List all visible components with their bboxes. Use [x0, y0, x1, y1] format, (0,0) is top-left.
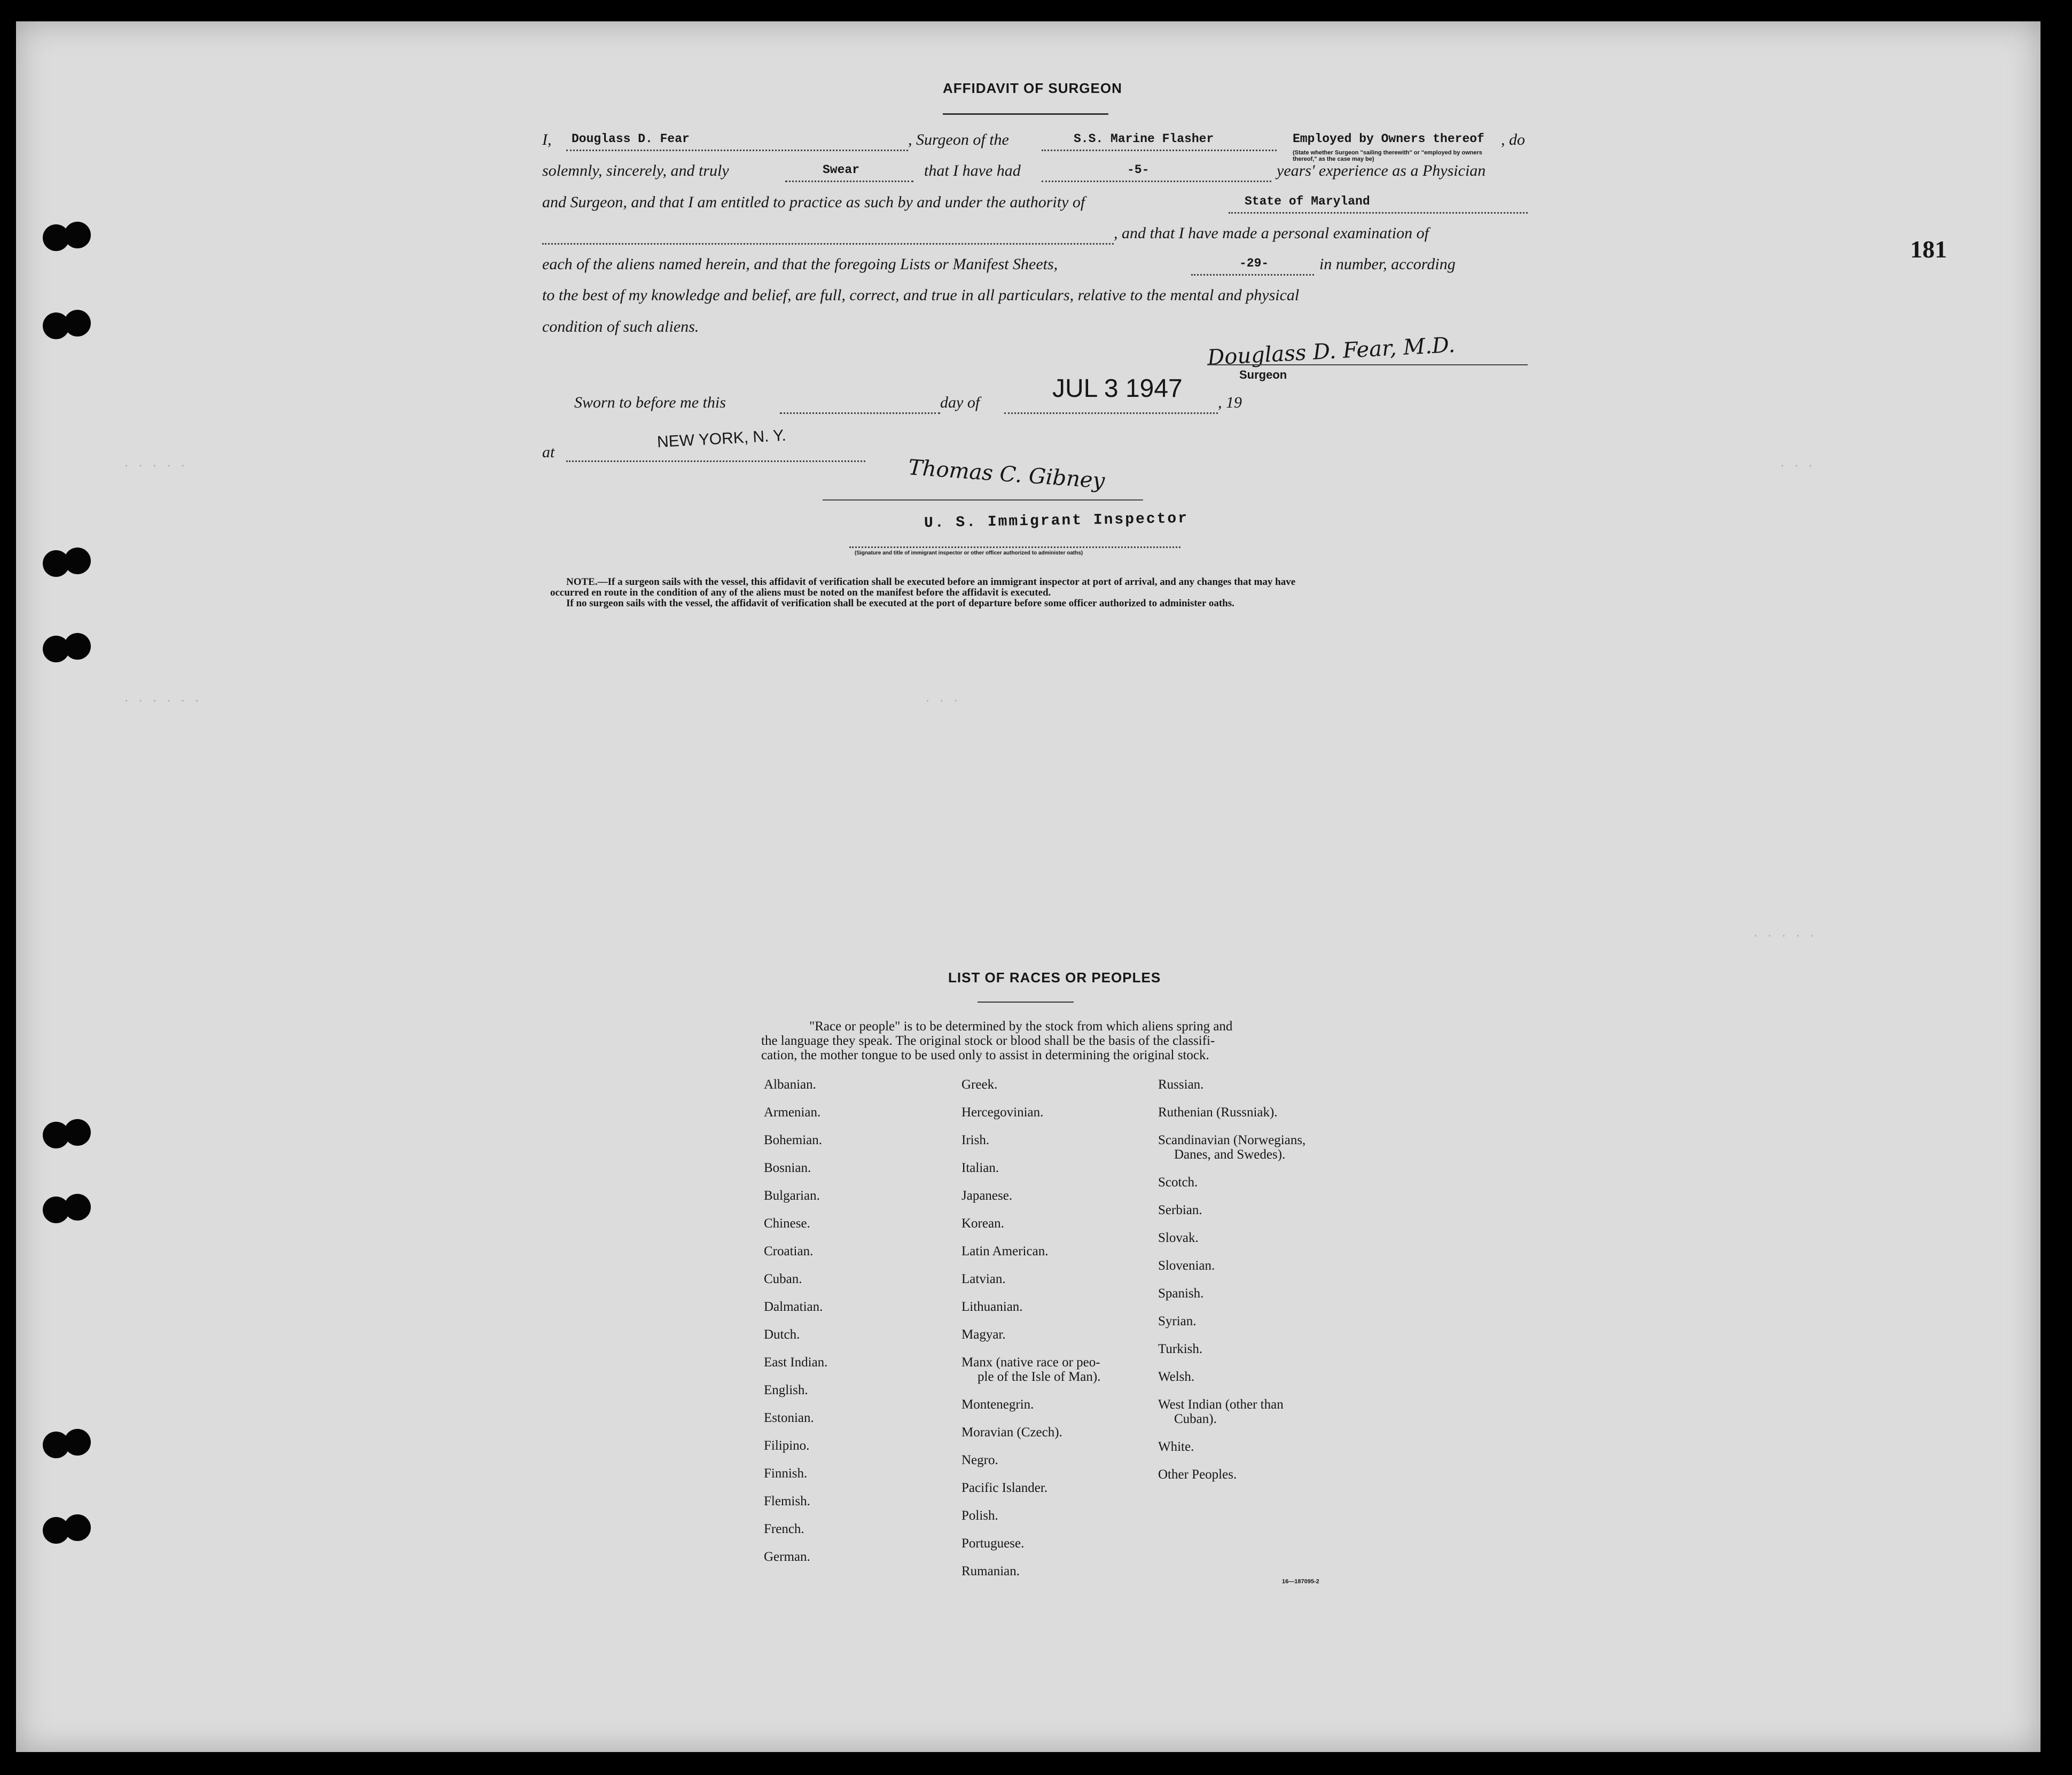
binder-hole — [64, 548, 91, 574]
race-entry: Hercegovinian. — [961, 1105, 1044, 1120]
race-entry: Chinese. — [764, 1216, 810, 1231]
fill-line — [780, 412, 940, 414]
race-entry: Rumanian. — [961, 1564, 1020, 1578]
race-entry: Flemish. — [764, 1494, 810, 1508]
note-line: If no surgeon sails with the vessel, the affidavit of verification shall be executed at the port of departure before some officer authorized to administer oaths. — [566, 598, 1234, 609]
fill-line — [1191, 274, 1314, 276]
at-label: at — [542, 443, 555, 461]
years-experience: -5- — [1127, 163, 1150, 177]
race-entry: Negro. — [961, 1453, 998, 1467]
binder-hole — [64, 1514, 91, 1541]
surgeon-name: Douglass D. Fear — [572, 132, 690, 146]
affidavit-title: AFFIDAVIT OF SURGEON — [943, 80, 1122, 96]
employment-note: (State whether Surgeon "sailing therewith" or "employed by owners thereof," as the case may be) — [1293, 150, 1482, 162]
race-entry: Dutch. — [764, 1327, 800, 1342]
binder-hole — [64, 1194, 91, 1221]
race-entry: Italian. — [961, 1161, 999, 1175]
race-entry: Japanese. — [961, 1188, 1013, 1203]
race-entry: Montenegrin. — [961, 1397, 1034, 1412]
fill-line — [1229, 212, 1528, 214]
race-entry: Latvian. — [961, 1272, 1006, 1286]
title-underline — [978, 1002, 1074, 1003]
sworn-text: day of — [940, 394, 980, 411]
affidavit-text: that I have had — [924, 162, 1021, 179]
race-entry: Cuban. — [764, 1272, 802, 1286]
race-entry: Scotch. — [1158, 1175, 1198, 1190]
licensing-authority: State of Maryland — [1245, 194, 1370, 208]
races-title: LIST OF RACES OR PEOPLES — [948, 969, 1161, 986]
race-entry: Other Peoples. — [1158, 1467, 1237, 1482]
fill-line — [785, 181, 913, 182]
signature-line — [1207, 364, 1528, 365]
bleed-through-text: · · · — [1779, 459, 1815, 473]
affidavit-text: in number, according — [1319, 255, 1456, 273]
race-entry: Lithuanian. — [961, 1300, 1023, 1314]
race-entry: Albanian. — [764, 1077, 816, 1092]
form-number: 16—187095-2 — [1282, 1578, 1319, 1585]
affidavit-text: condition of such aliens. — [542, 318, 699, 335]
races-intro-line: cation, the mother tongue to be used only to assist in determining the original stock. — [761, 1048, 1209, 1062]
affidavit-text: , Surgeon of the — [908, 131, 1009, 148]
inspector-signature: Thomas C. Gibney — [907, 455, 1106, 494]
fill-line — [1042, 181, 1271, 182]
fill-line — [1042, 150, 1277, 151]
fill-line — [849, 546, 1180, 548]
race-entry: West Indian (other than Cuban). — [1158, 1397, 1284, 1426]
race-entry: Finnish. — [764, 1466, 808, 1481]
race-entry: Syrian. — [1158, 1314, 1197, 1328]
race-entry: Spanish. — [1158, 1286, 1204, 1301]
sworn-text: , 19 — [1218, 394, 1242, 411]
races-intro-line: "Race or people" is to be determined by the stock from which aliens spring and — [809, 1019, 1233, 1034]
fill-line — [566, 150, 908, 151]
races-column-2 — [961, 1077, 1100, 1592]
race-entry: Serbian. — [1158, 1203, 1202, 1217]
fill-line — [566, 460, 865, 462]
surgeon-signature: Douglass D. Fear, M.D. — [1207, 332, 1456, 371]
race-entry: Polish. — [961, 1508, 998, 1523]
binder-hole — [64, 633, 91, 660]
race-entry: Irish. — [961, 1133, 990, 1147]
race-entry: Portuguese. — [961, 1536, 1025, 1551]
sworn-text: Sworn to before me this — [574, 394, 726, 411]
affidavit-i: I, — [542, 131, 552, 148]
date-stamp: JUL 3 1947 — [1052, 374, 1183, 403]
affidavit-text: years' experience as a Physician — [1277, 162, 1486, 179]
race-entry: Estonian. — [764, 1411, 814, 1425]
binder-hole — [64, 310, 91, 337]
race-entry: Latin American. — [961, 1244, 1049, 1258]
bleed-through-text: · · · · · · — [123, 694, 201, 708]
manifest-page — [16, 21, 2040, 1752]
bleed-through-text: · · · — [924, 694, 960, 708]
races-column-3 — [1158, 1077, 1305, 1495]
race-entry: Bosnian. — [764, 1161, 811, 1175]
race-entry: Greek. — [961, 1077, 998, 1092]
race-entry: Manx (native race or peo- ple of the Isle of Man). — [961, 1355, 1101, 1384]
bleed-through-text: · · · · · — [123, 459, 186, 473]
note-line: occurred en route in the condition of any of the aliens must be noted on the manifest before the affidavit is executed. — [550, 587, 1051, 598]
races-column-1 — [764, 1077, 827, 1577]
binder-hole — [64, 1429, 91, 1456]
note-line: NOTE.—If a surgeon sails with the vessel, this affidavit of verification shall be executed before an immigrant inspector at port of arrival, and any changes that may have — [566, 576, 1296, 588]
race-entry: English. — [764, 1383, 808, 1397]
inspector-caption: (Signature and title of immigrant inspector or other officer authorized to administer oaths) — [855, 550, 1083, 556]
race-entry: Moravian (Czech). — [961, 1425, 1062, 1440]
affidavit-text: solemnly, sincerely, and truly — [542, 162, 729, 179]
race-entry: Croatian. — [764, 1244, 814, 1258]
title-underline — [943, 113, 1108, 115]
page-number: 181 — [1910, 236, 1947, 263]
race-entry: Slovak. — [1158, 1231, 1199, 1245]
race-entry: German. — [764, 1550, 810, 1564]
race-entry: Russian. — [1158, 1077, 1204, 1092]
oath-type: Swear — [823, 163, 860, 177]
affidavit-text: , and that I have made a personal examination of — [1114, 224, 1429, 242]
race-entry: Turkish. — [1158, 1342, 1203, 1356]
race-entry: Dalmatian. — [764, 1300, 823, 1314]
race-entry: Slovenian. — [1158, 1258, 1215, 1273]
race-entry: Welsh. — [1158, 1370, 1195, 1384]
affidavit-text: and Surgeon, and that I am entitled to practice as such by and under the authority of — [542, 193, 1085, 211]
affidavit-text: each of the aliens named herein, and that the foregoing Lists or Manifest Sheets, — [542, 255, 1058, 273]
binder-hole — [64, 222, 91, 248]
race-entry: Korean. — [961, 1216, 1004, 1231]
race-entry: East Indian. — [764, 1355, 828, 1370]
races-intro-line: the language they speak. The original stock or blood shall be the basis of the classifi- — [761, 1034, 1215, 1048]
signature-line — [823, 499, 1143, 501]
bleed-through-text: · · · · · — [1752, 929, 1816, 943]
fill-line — [542, 243, 1114, 245]
race-entry: Bohemian. — [764, 1133, 823, 1147]
race-entry: Filipino. — [764, 1438, 810, 1453]
race-entry: French. — [764, 1522, 804, 1536]
place-stamp: NEW YORK, N. Y. — [656, 426, 787, 451]
race-entry: Pacific Islander. — [961, 1481, 1048, 1495]
manifest-sheet-count: -29- — [1239, 256, 1269, 270]
race-entry: White. — [1158, 1440, 1194, 1454]
surgeon-label: Surgeon — [1239, 368, 1287, 381]
vessel-name: S.S. Marine Flasher — [1074, 132, 1214, 146]
race-entry: Armenian. — [764, 1105, 821, 1120]
race-entry: Scandinavian (Norwegians, Danes, and Swedes). — [1158, 1133, 1306, 1162]
affidavit-text: to the best of my knowledge and belief, are full, correct, and true in all particulars, relative to the mental and physical — [542, 286, 1300, 304]
race-entry: Ruthenian (Russniak). — [1158, 1105, 1278, 1120]
binder-hole — [64, 1119, 91, 1146]
affidavit-text: , do — [1501, 131, 1525, 148]
race-entry: Bulgarian. — [764, 1188, 820, 1203]
fill-line — [1004, 412, 1218, 414]
inspector-title: U. S. Immigrant Inspector — [924, 510, 1189, 532]
surgeon-employment: Employed by Owners thereof — [1293, 132, 1484, 146]
race-entry: Magyar. — [961, 1327, 1006, 1342]
